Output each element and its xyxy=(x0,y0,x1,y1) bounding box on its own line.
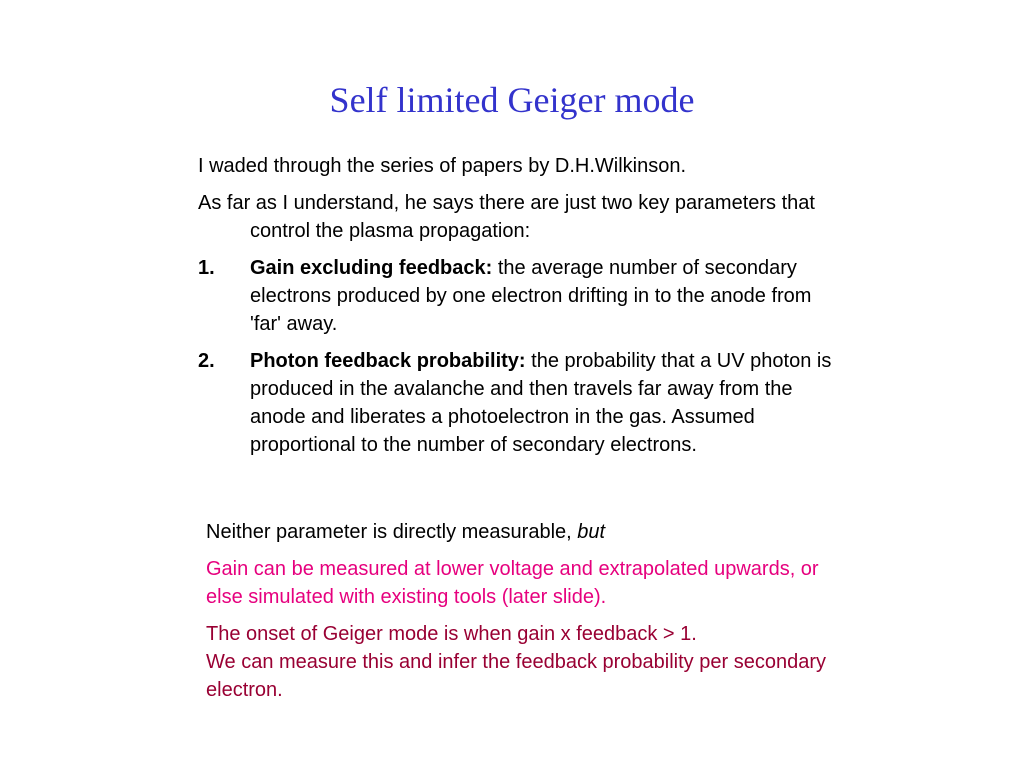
slide-title: Self limited Geiger mode xyxy=(329,80,695,120)
neither-paragraph xyxy=(206,518,826,546)
intro-paragraph: I waded through the series of papers by D.H.Wilkinson. xyxy=(198,155,687,177)
main-content xyxy=(198,152,838,468)
neither-text: Neither parameter is directly measurable, xyxy=(206,521,578,543)
understanding-paragraph: As far as I understand, he says there are just two key parameters that control the plasma propagation: xyxy=(198,192,815,242)
list-item-text xyxy=(250,254,838,338)
list-item-description: the average number of secondary electrons produced by one electron drifting in to the anode from 'far' away. xyxy=(250,257,812,335)
list-item xyxy=(198,254,838,338)
list-item-number: 2. xyxy=(198,350,215,372)
onset-paragraph xyxy=(206,620,826,704)
gain-note-paragraph: Gain can be measured at lower voltage and extrapolated upwards, or else simulated with existing tools (later slide). xyxy=(206,558,819,608)
neither-emphasis: but xyxy=(577,521,606,543)
list-item-description: the probability that a UV photon is produced in the avalanche and then travels far away from the anode and liberates a photoelectron in the gas. Assumed proportional to the number of secondary electrons. xyxy=(250,350,832,456)
list-item-term: Gain excluding feedback: xyxy=(250,257,493,279)
conclusion-content xyxy=(206,518,826,713)
list-item-text xyxy=(250,347,838,459)
onset-line-2: We can measure this and infer the feedback probability per secondary electron. xyxy=(206,651,826,701)
onset-line-1: The onset of Geiger mode is when gain x feedback > 1. xyxy=(206,623,697,645)
list-item-number: 1. xyxy=(198,257,215,279)
list-item xyxy=(198,347,838,459)
list-item-term: Photon feedback probability: xyxy=(250,350,526,372)
